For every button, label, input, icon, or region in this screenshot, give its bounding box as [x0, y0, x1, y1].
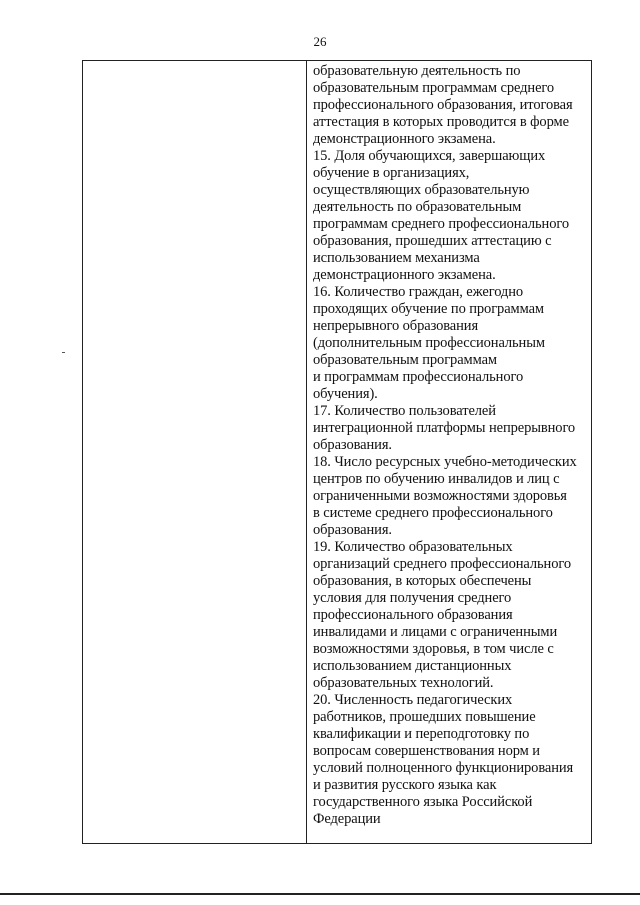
text-line: использованием дистанционных	[313, 658, 512, 674]
text-line: квалификации и переподготовку по	[313, 726, 530, 742]
text-line: образования.	[313, 522, 392, 538]
text-line: проходящих обучение по программам	[313, 301, 545, 317]
text-line: образования, в которых обеспечены	[313, 573, 532, 589]
text-line: организаций среднего профессионального	[313, 556, 571, 572]
text-line: образовательных технологий.	[313, 675, 494, 691]
text-line: Федерации	[313, 811, 381, 827]
indicator-15	[313, 148, 587, 284]
indicator-16	[313, 284, 587, 403]
margin-mark	[62, 352, 65, 353]
text-line: государственного языка Российской	[313, 794, 533, 810]
text-line: профессионального образования	[313, 607, 513, 623]
text-line: вопросам совершенствования норм и	[313, 743, 540, 759]
text-line: образовательную деятельность по	[313, 63, 521, 79]
text-line: программам среднего профессионального	[313, 216, 569, 232]
text-line: 19. Количество образовательных	[313, 539, 513, 555]
text-line: интеграционной платформы непрерывного	[313, 420, 576, 436]
text-line: работников, прошедших повышение	[313, 709, 536, 725]
indicator-continuation	[313, 63, 587, 148]
text-line: демонстрационного экзамена.	[313, 267, 496, 283]
text-line: (дополнительным профессиональным	[313, 335, 545, 351]
document-table	[82, 60, 592, 844]
text-line: использованием механизма	[313, 250, 480, 266]
text-line: осуществляющих образовательную	[313, 182, 530, 198]
indicator-17	[313, 403, 587, 454]
text-line: образования, прошедших аттестацию с	[313, 233, 552, 249]
text-line: демонстрационного экзамена.	[313, 131, 496, 147]
text-line: 16. Количество граждан, ежегодно	[313, 284, 524, 300]
text-line: непрерывного образования	[313, 318, 479, 334]
text-line: образования.	[313, 437, 392, 453]
text-line: аттестация в которых проводится в форме	[313, 114, 569, 130]
text-line: 18. Число ресурсных учебно-методических	[313, 454, 577, 470]
table-left-cell	[83, 61, 307, 843]
text-line: образовательным программам среднего	[313, 80, 555, 96]
indicator-20	[313, 692, 587, 828]
indicator-18	[313, 454, 587, 539]
text-line: 17. Количество пользователей	[313, 403, 496, 419]
text-line: обучение в организациях,	[313, 165, 470, 181]
text-line: профессионального образования, итоговая	[313, 97, 573, 113]
text-line: условий полноценного функционирования	[313, 760, 574, 776]
text-line: и программам профессионального	[313, 369, 524, 385]
text-line: возможностями здоровья, в том числе с	[313, 641, 554, 657]
page-number: 26	[313, 34, 327, 49]
text-line: 20. Численность педагогических	[313, 692, 513, 708]
text-line: и развития русского языка как	[313, 777, 497, 793]
text-line: деятельность по образовательным	[313, 199, 522, 215]
text-line: ограниченными возможностями здоровья	[313, 488, 567, 504]
text-line: в системе среднего профессионального	[313, 505, 553, 521]
page-bottom-rule	[0, 893, 640, 895]
text-line: центров по обучению инвалидов и лиц с	[313, 471, 560, 487]
text-line: 15. Доля обучающихся, завершающих	[313, 148, 546, 164]
text-line: обучения).	[313, 386, 378, 402]
table-right-cell	[307, 61, 591, 843]
indicator-19	[313, 539, 587, 692]
text-line: условия для получения среднего	[313, 590, 512, 606]
text-line: образовательным программам	[313, 352, 498, 368]
text-line: инвалидами и лицами с ограниченными	[313, 624, 558, 640]
